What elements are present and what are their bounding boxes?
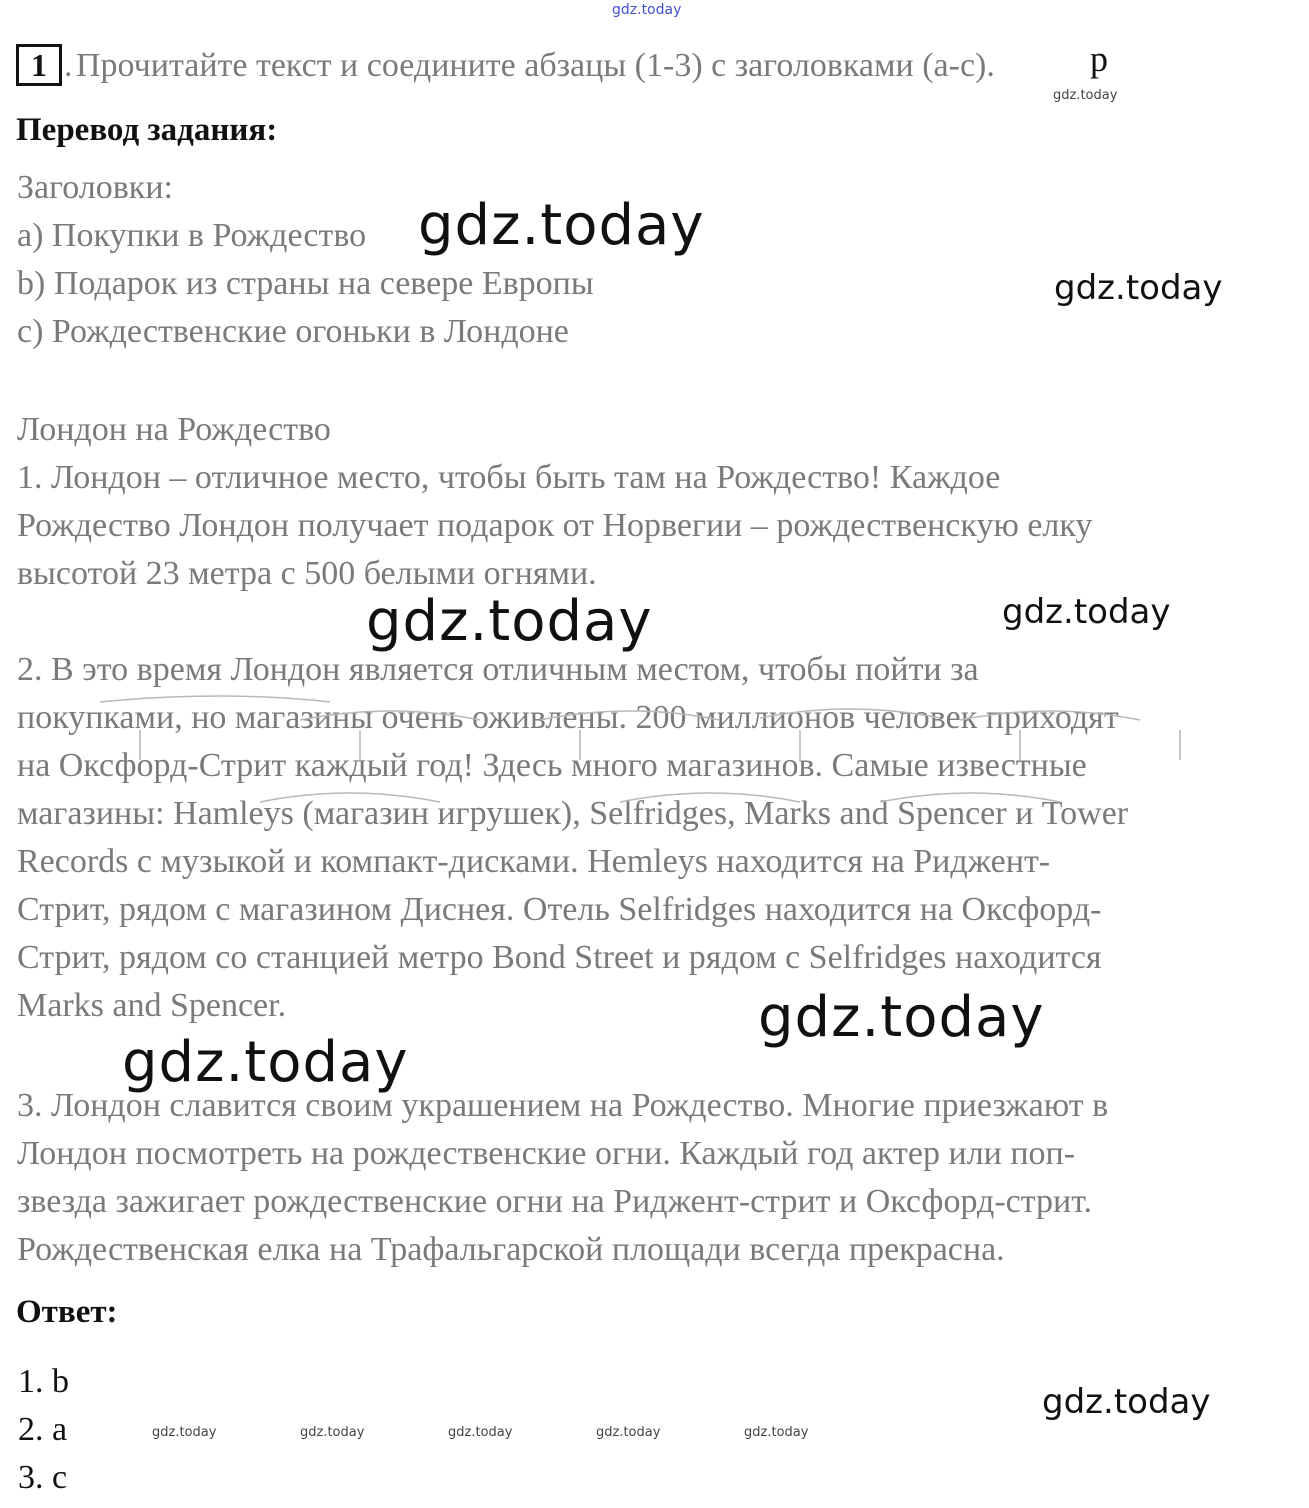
paragraph-3-line: звезда зажигает рождественские огни на Риджент-стрит и Оксфорд-стрит. [17,1183,1093,1220]
task-number-box: 1 [16,44,62,86]
paragraph-1-line: 1. Лондон – отличное место, чтобы быть там на Рождество! Каждое [17,459,1001,496]
task-overlay-glyph: p [1090,39,1108,79]
headings-title: Заголовки: [17,169,173,206]
paragraph-2-line: Records с музыкой и компакт-дисками. Hemleys находится на Риджент- [17,843,1051,880]
translation-heading: Перевод задания: [16,112,278,148]
paragraph-2-line: покупками, но магазины очень оживлены. 200 миллионов человек приходят [17,699,1119,736]
watermark: gdz.today [1054,268,1223,308]
answer-item: 2. a [18,1411,68,1448]
answer-item: 3. c [18,1459,68,1496]
small-watermark: gdz.today [300,1425,365,1440]
paragraph-3-line: 3. Лондон славится своим украшением на Рождество. Многие приезжают в [17,1087,1109,1124]
paragraph-2-line: магазины: Hamleys (магазин игрушек), Selfridges, Marks and Spencer и Tower [17,795,1129,832]
top-watermark: gdz.today [612,2,682,18]
paragraph-3-line: Рождественская елка на Трафальгарской площади всегда прекрасна. [17,1231,1005,1268]
paragraph-3-line: Лондон посмотреть на рождественские огни. Каждый год актер или поп- [17,1135,1076,1172]
small-watermark: gdz.today [596,1425,661,1440]
small-watermark: gdz.today [744,1425,809,1440]
paragraph-2-line: на Оксфорд-Стрит каждый год! Здесь много магазинов. Самые известные [17,747,1087,784]
heading-item-a: a) Покупки в Рождество [17,217,367,254]
small-watermark: gdz.today [152,1425,217,1440]
heading-item-b: b) Подарок из страны на севере Европы [17,265,594,302]
paragraph-2-line: Marks and Spencer. [17,987,287,1024]
answer-heading: Ответ: [16,1294,118,1330]
task-instruction: Прочитайте текст и соедините абзацы (1-3) с заголовками (a-c). [76,47,995,84]
watermark: gdz.today [1002,592,1171,632]
small-watermark: gdz.today [448,1425,513,1440]
paragraph-1-line: Рождество Лондон получает подарок от Норвегии – рождественскую елку [17,507,1093,544]
text-title: Лондон на Рождество [17,411,331,448]
watermark: gdz.today [418,193,705,258]
task-number-dot: . [64,47,73,84]
paragraph-2-line: 2. В это время Лондон является отличным местом, чтобы пойти за [17,651,979,688]
watermark: gdz.today [1042,1382,1211,1422]
answer-item: 1. b [18,1363,69,1400]
watermark: gdz.today [366,589,653,654]
paragraph-2-line: Стрит, рядом с магазином Диснея. Отель Selfridges находится на Оксфорд- [17,891,1102,928]
task-watermark: gdz.today [1053,88,1118,103]
heading-item-c: c) Рождественские огоньки в Лондоне [17,313,569,350]
watermark: gdz.today [122,1030,409,1095]
watermark: gdz.today [758,985,1045,1050]
paragraph-1-line: высотой 23 метра с 500 белыми огнями. [17,555,597,592]
paragraph-2-line: Стрит, рядом со станцией метро Bond Street и рядом с Selfridges находится [17,939,1102,976]
